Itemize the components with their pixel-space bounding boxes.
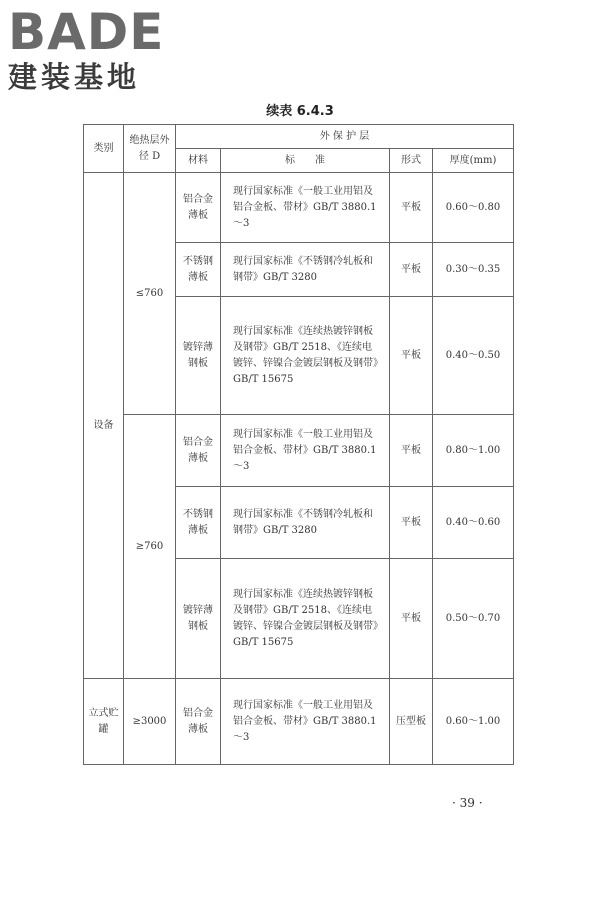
form-cell: 平板: [390, 487, 433, 559]
standard-cell: 现行国家标准《一般工业用铝及铝合金板、带材》GB/T 3880.1～3: [221, 173, 390, 243]
thickness-cell: 0.50～0.70: [433, 559, 514, 679]
thickness-cell: 0.80～1.00: [433, 415, 514, 487]
material-cell: 不锈钢薄板: [176, 487, 221, 559]
material-cell: 铝合金薄板: [176, 173, 221, 243]
header-material: 材料: [176, 149, 221, 173]
diameter-cell: ≥760: [124, 415, 176, 679]
header-form: 形式: [390, 149, 433, 173]
category-cell: 设备: [84, 173, 124, 679]
brand-logo: [8, 3, 188, 94]
standard-cell: 现行国家标准《连续热镀锌钢板及钢带》GB/T 2518、《连续电镀锌、锌镍合金镀层钢板及钢带》GB/T 15675: [221, 559, 390, 679]
material-cell: 铝合金薄板: [176, 415, 221, 487]
standard-cell: 现行国家标准《一般工业用铝及铝合金板、带材》GB/T 3880.1～3: [221, 415, 390, 487]
standard-cell: 现行国家标准《连续热镀锌钢板及钢带》GB/T 2518、《连续电镀锌、锌镍合金镀层钢板及钢带》GB/T 15675: [221, 297, 390, 415]
protection-layer-table: [83, 124, 514, 765]
form-cell: 平板: [390, 243, 433, 297]
form-cell: 平板: [390, 297, 433, 415]
standard-cell: 现行国家标准《一般工业用铝及铝合金板、带材》GB/T 3880.1～3: [221, 679, 390, 765]
logo-tagline: 建装基地: [8, 60, 141, 94]
table-header-row: [84, 125, 514, 149]
category-cell: 立式贮罐: [84, 679, 124, 765]
thickness-cell: 0.60～0.80: [433, 173, 514, 243]
page-number: · 39 ·: [452, 796, 483, 810]
table-row: [84, 679, 514, 765]
diameter-cell: ≥3000: [124, 679, 176, 765]
form-cell: 平板: [390, 173, 433, 243]
material-cell: 不锈钢薄板: [176, 243, 221, 297]
form-cell: 平板: [390, 415, 433, 487]
standard-cell: 现行国家标准《不锈钢冷轧板和钢带》GB/T 3280: [221, 243, 390, 297]
table-caption: 续表 6.4.3: [266, 104, 334, 119]
table-row: [84, 415, 514, 487]
header-thickness: 厚度(mm): [433, 149, 514, 173]
thickness-cell: 0.40～0.60: [433, 487, 514, 559]
logo-brand-text: BADE: [8, 3, 165, 61]
form-cell: 平板: [390, 559, 433, 679]
table-row: [84, 173, 514, 243]
thickness-cell: 0.60～1.00: [433, 679, 514, 765]
thickness-cell: 0.40～0.50: [433, 297, 514, 415]
thickness-cell: 0.30～0.35: [433, 243, 514, 297]
diameter-cell: ≤760: [124, 173, 176, 415]
material-cell: 铝合金薄板: [176, 679, 221, 765]
header-outer-layer: 外 保 护 层: [176, 125, 514, 149]
header-standard: 标 准: [221, 149, 390, 173]
header-category: 类别: [84, 125, 124, 173]
form-cell: 压型板: [390, 679, 433, 765]
material-cell: 镀锌薄钢板: [176, 559, 221, 679]
header-diameter: 绝热层外径 D: [124, 125, 176, 173]
standard-cell: 现行国家标准《不锈钢冷轧板和钢带》GB/T 3280: [221, 487, 390, 559]
material-cell: 镀锌薄钢板: [176, 297, 221, 415]
